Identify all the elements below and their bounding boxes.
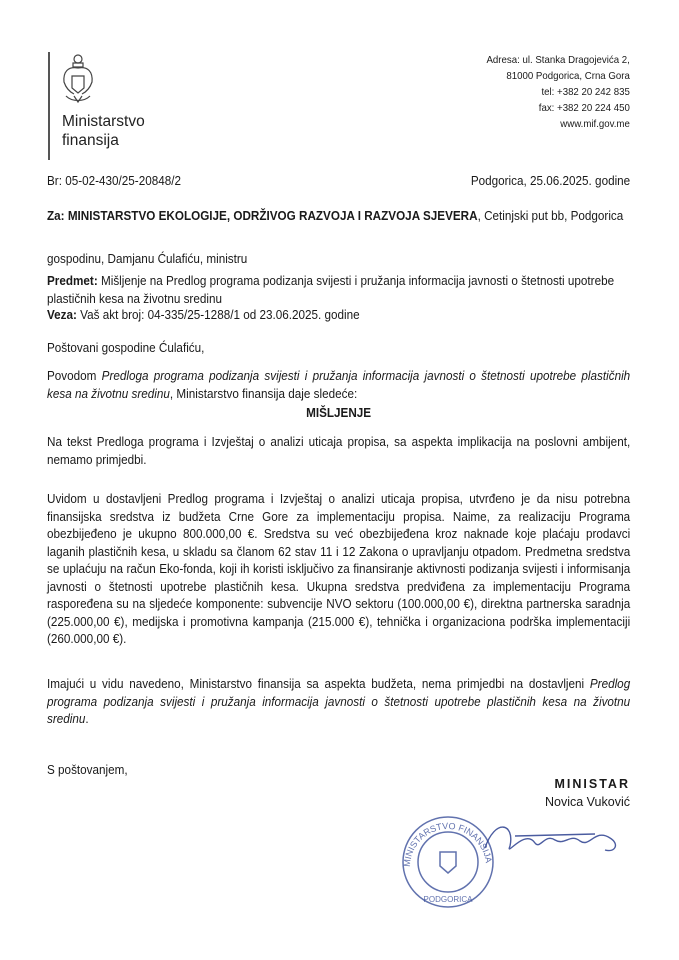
intro-paragraph <box>47 367 630 402</box>
intro-text: Povodom <box>47 368 102 383</box>
closing: S poštovanjem, <box>47 762 128 777</box>
recipient-label: Za: <box>47 208 65 223</box>
opinion-heading: MIŠLJENJE <box>306 405 372 420</box>
paragraph-3-italic: Predlog programa podizanja svijesti i pružanja informacija javnosti o štetnosti upotrebe plastičnih kesa na životnu sredinu <box>47 676 631 726</box>
salutation: Poštovani gospodine Ćulafiću, <box>47 340 205 355</box>
reference-number: Br: 05-02-430/25-20848/2 <box>47 173 182 188</box>
address-phone: tel: +382 20 242 835 <box>541 86 630 98</box>
paragraph-1: Na tekst Predloga programa i Izvještaj o analizi uticaja propisa, sa aspekta implikacija na poslovni ambijent, nemamo primjedbi. <box>47 434 631 467</box>
document-date: Podgorica, 25.06.2025. godine <box>470 173 631 188</box>
link-label: Veza: <box>47 307 77 322</box>
address-fax: fax: +382 20 224 450 <box>538 102 630 114</box>
svg-text:MINISTARSTVO FINANSIJA: MINISTARSTVO FINANSIJA <box>401 820 494 868</box>
letterhead-divider <box>48 52 50 160</box>
svg-text:PODGORICA: PODGORICA <box>423 895 473 904</box>
subject-block <box>47 272 630 307</box>
recipient-name: MINISTARSTVO EKOLOGIJE, ODRŽIVOG RAZVOJA I RAZVOJA SJEVERA <box>67 208 478 223</box>
signatory-block <box>545 775 630 811</box>
ministry-name-line1: Ministarstvo <box>62 113 145 130</box>
signatory-name: Novica Vuković <box>545 795 630 809</box>
contact-address <box>487 52 630 132</box>
recipient-address: , Cetinjski put bb, Podgorica <box>477 208 624 223</box>
coat-of-arms-icon <box>60 52 96 106</box>
address-street: Adresa: ul. Stanka Dragojevića 2, <box>486 54 630 66</box>
link-text: Vaš akt broj: 04-335/25-1288/1 od 23.06.2025. godine <box>76 307 360 322</box>
subject-label: Predmet: <box>47 273 98 288</box>
paragraph-3-text: Imajući u vidu navedeno, Ministarstvo finansija sa aspekta budžeta, nema primjedbi na dostavljeni <box>47 676 590 691</box>
ministry-name <box>62 112 145 150</box>
subject-text: Mišljenje na Predlog programa podizanja svijesti i pružanja informacija javnosti o štetnosti upotrebe plastičnih kesa na životnu sredinu <box>47 273 615 306</box>
signatory-title: MINISTAR <box>554 777 630 791</box>
paragraph-2: Uvidom u dostavljeni Predlog programa i Izvještaj o analizi uticaja propisa, utvrđeno je da nisu potrebna finansijska sredstva iz budžeta Crne Gore za implementaciju propisa. Naime, za realizaciju Programa obezbijeđeno je ukupno 800.000,00 €. Sredstva su već obezbijeđena kroz naknade koje plaćaju prodavci laganih plastičnih kesa, u skladu sa članom 62 stav 11 i 12 Zakona o upravljanju otpadom. Predmetna sredstva se uplaćuju na račun Eko-fonda, koji ih koristi isključivo za finansiranje aktivnosti podizanja svijesti i informisanja javnosti o štetnosti upotrebe plastičnih kesa. Ukupna sredstva predviđena za implementaciju Programa raspoređena su na sljedeće komponente: subvencije NVO sektoru (100.000,00 €), direktna partnerska saradnja (225.000,00 €), medijska i promotivna kampanja (215.000 €), tehnička i organizaciona podrška implementaciji (260.000,00 €). <box>47 491 631 646</box>
intro-italic: Predloga programa podizanja svijesti i pružanja informacija javnosti o štetnosti upotrebe plastičnih kesa na životnu sredinu <box>47 368 631 401</box>
ministry-name-line2: finansija <box>62 132 119 149</box>
paragraph-3 <box>47 675 630 728</box>
address-city: 81000 Podgorica, Crna Gora <box>506 70 630 82</box>
address-website[interactable]: www.mif.gov.me <box>560 118 630 130</box>
paragraph-3-end: . <box>85 711 89 726</box>
reference-link <box>47 306 630 324</box>
intro-text-end: , Ministarstvo finansija daje sledeće: <box>169 385 358 401</box>
recipient-attention: gospodinu, Damjanu Ćulafiću, ministru <box>47 251 248 266</box>
reference-line <box>47 172 630 190</box>
recipient-block <box>47 207 630 225</box>
signature-icon <box>475 808 635 868</box>
